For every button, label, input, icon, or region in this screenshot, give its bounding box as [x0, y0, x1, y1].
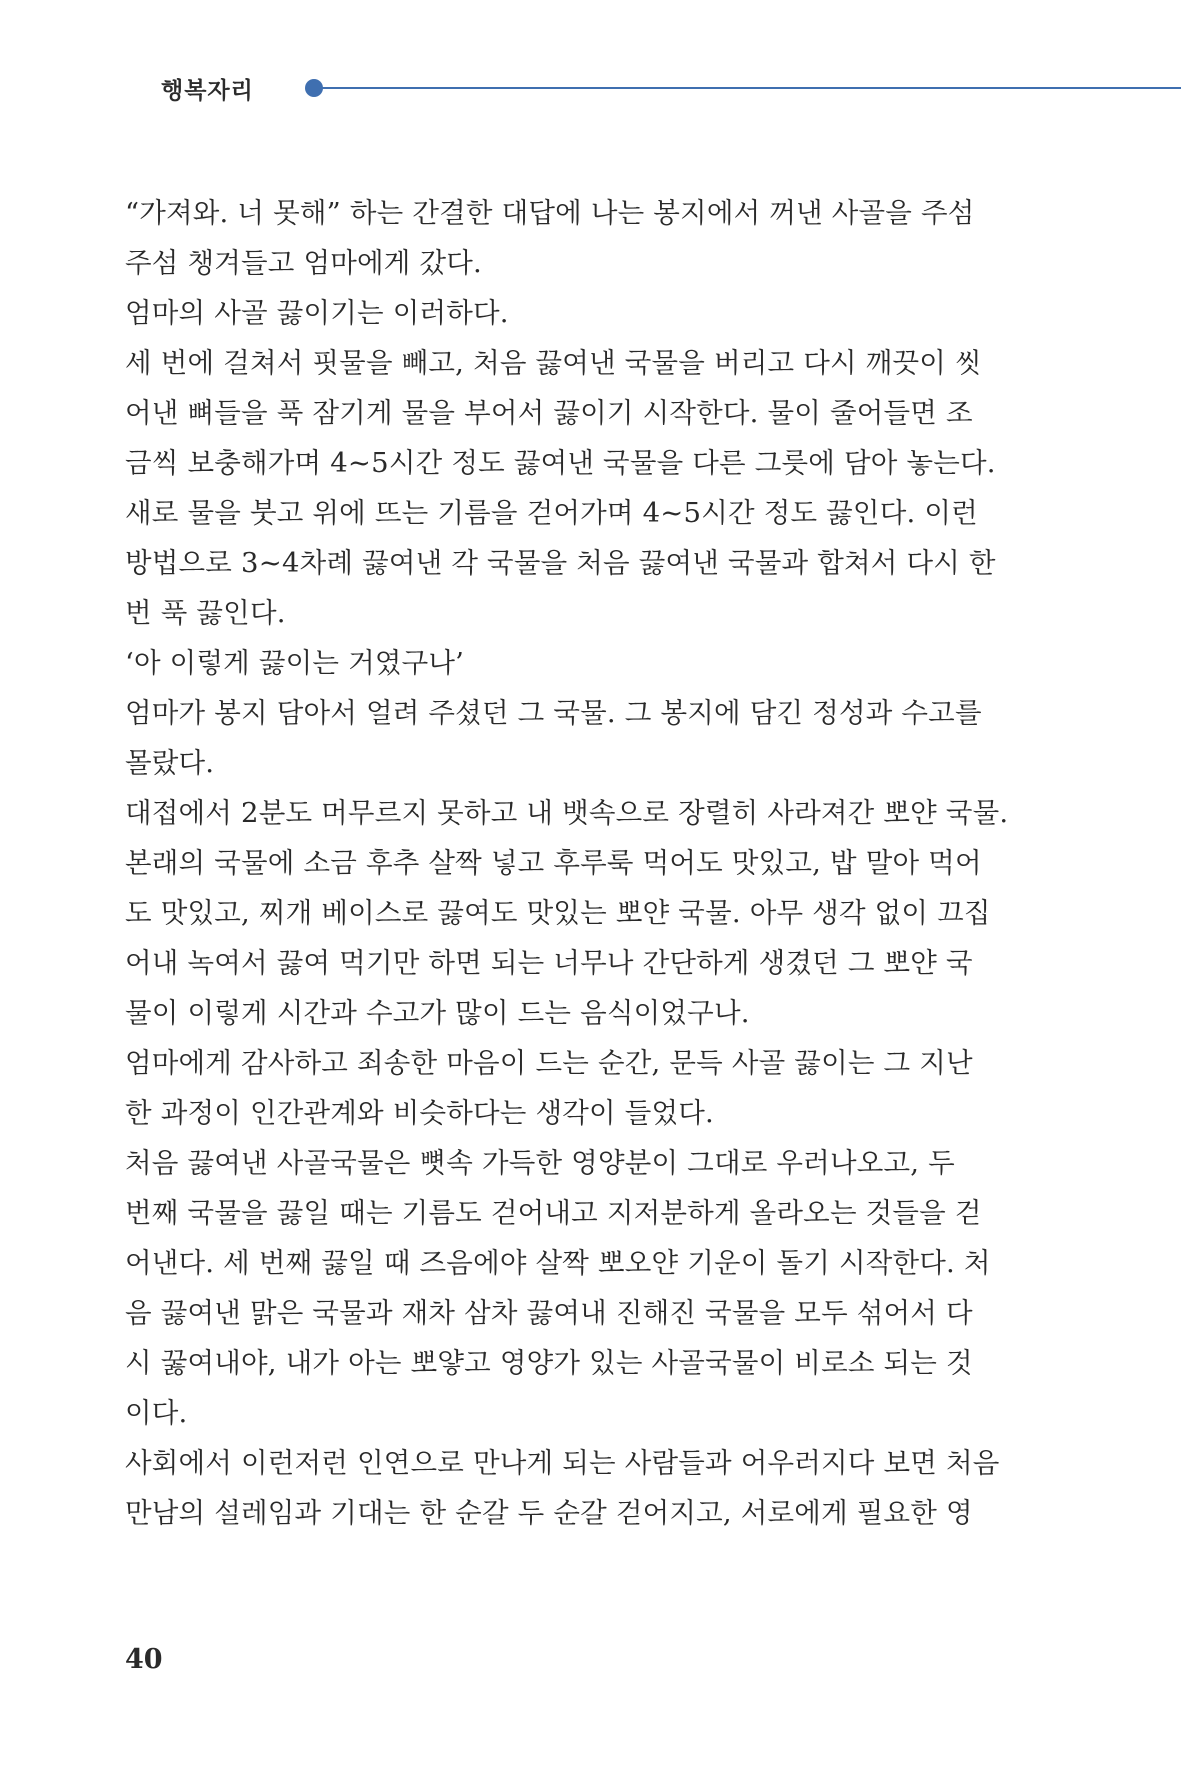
- text-line: 방법으로 3~4차례 끓여낸 각 국물을 처음 끓여낸 국물과 합쳐서 다시 한: [125, 547, 996, 579]
- text-line: 사회에서 이런저런 인연으로 만나게 되는 사람들과 어우러지다 보면 처음: [125, 1447, 1000, 1479]
- text-line: 어내 녹여서 끓여 먹기만 하면 되는 너무나 간단하게 생겼던 그 뽀얀 국: [125, 947, 973, 979]
- text-line: 엄마가 봉지 담아서 얼려 주셨던 그 국물. 그 봉지에 담긴 정성과 수고를: [125, 697, 982, 729]
- text-line: 이다.: [125, 1397, 188, 1429]
- text-line: ‘아 이렇게 끓이는 거였구나’: [125, 647, 465, 679]
- text-line: 도 맛있고, 찌개 베이스로 끓여도 맛있는 뽀얀 국물. 아무 생각 없이 끄집: [125, 897, 991, 929]
- text-line: 세 번에 걸쳐서 핏물을 빼고, 처음 끓여낸 국물을 버리고 다시 깨끗이 씻: [125, 347, 982, 379]
- text-line: 시 꿇여내야, 내가 아는 뽀얗고 영양가 있는 사골국물이 비로소 되는 것: [125, 1347, 973, 1379]
- text-line: 물이 이렇게 시간과 수고가 많이 드는 음식이었구나.: [125, 997, 750, 1029]
- text-line: 새로 물을 붓고 위에 뜨는 기름을 걷어가며 4~5시간 정도 끓인다. 이런: [125, 497, 978, 529]
- text-line: 한 과정이 인간관계와 비슷하다는 생각이 들었다.: [125, 1097, 714, 1129]
- text-line: 엄마의 사골 끓이기는 이러하다.: [125, 297, 509, 329]
- text-line: 대접에서 2분도 머무르지 못하고 내 뱃속으로 장렬히 사라져간 뽀얀 국물.: [125, 797, 1009, 829]
- body-text: [125, 188, 1009, 1538]
- running-header-title: 행복자리: [161, 78, 254, 104]
- text-line: 어낸다. 세 번째 끓일 때 즈음에야 살짝 뽀오얀 기운이 돌기 시작한다. 처: [125, 1247, 991, 1279]
- text-line: 번째 국물을 끓일 때는 기름도 걷어내고 지저분하게 올라오는 것들을 걷: [125, 1197, 982, 1229]
- header-rule-line: [318, 87, 1181, 89]
- text-line: 금씩 보충해가며 4~5시간 정도 끓여낸 국물을 다른 그릇에 담아 놓는다.: [125, 447, 996, 479]
- text-line: 엄마에게 감사하고 죄송한 마음이 드는 순간, 문득 사골 끓이는 그 지난: [125, 1047, 973, 1079]
- text-line: 주섬 챙겨들고 엄마에게 갔다.: [125, 247, 482, 279]
- text-line: 본래의 국물에 소금 후추 살짝 넣고 후루룩 먹어도 맛있고, 밥 말아 먹어: [125, 847, 982, 879]
- text-line: 만남의 설레임과 기대는 한 순갈 두 순갈 걷어지고, 서로에게 필요한 영: [125, 1497, 973, 1529]
- text-line: 어낸 뼈들을 푹 잠기게 물을 부어서 끓이기 시작한다. 물이 줄어들면 조: [125, 397, 973, 429]
- text-line: 몰랐다.: [125, 747, 215, 779]
- text-line: 번 푹 끓인다.: [125, 597, 286, 629]
- text-line: 처음 끓여낸 사골국물은 뼛속 가득한 영양분이 그대로 우러나오고, 두: [125, 1147, 955, 1179]
- text-line: 음 끓여낸 맑은 국물과 재차 삼차 끓여내 진해진 국물을 모두 섞어서 다: [125, 1297, 973, 1329]
- running-header: [0, 68, 1181, 108]
- text-line: “가져와. 너 못해” 하는 간결한 대답에 나는 봉지에서 꺼낸 사골을 주섬: [125, 197, 975, 229]
- page-number: 40: [125, 1644, 163, 1675]
